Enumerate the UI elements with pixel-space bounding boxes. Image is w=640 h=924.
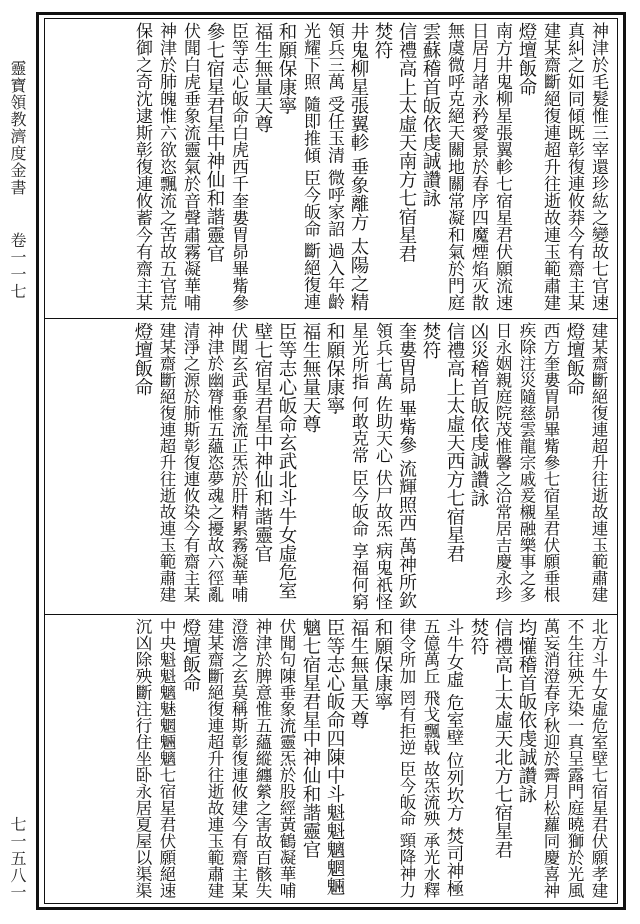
- text-column: 臣等志心皈命玄武北斗牛女虛危室: [276, 322, 297, 600]
- text-column: 福生無量天尊: [300, 322, 321, 433]
- text-column: 無虞微呼克絕天關地關常凝和氣於門庭: [444, 22, 464, 311]
- text-column: 福生無量天尊: [252, 22, 273, 133]
- text-column: 疾除注災隨慈雲龍宗戚爰櫬融樂事之多: [517, 322, 536, 603]
- text-column: 不生往殃无染一真呈露門庭曉獅於光風: [565, 618, 584, 899]
- text-column: 北方斗牛女虛危室壁七宿星君伏願孝建: [589, 618, 608, 899]
- text-column: 日永姻親庭院茂惟馨之洽常居吉慶永珍: [493, 322, 512, 603]
- text-column: 西方奎婁胃昴畢觜參七宿星君伏願垂根: [541, 322, 560, 603]
- text-column: 光耀下照 隨即推傾 臣今皈命 斷絕復連: [300, 22, 320, 311]
- text-column: 燈壇飯命: [180, 618, 201, 692]
- panel-divider-2: [44, 614, 618, 615]
- text-column: 燈壇飯命: [132, 322, 153, 396]
- text-column: 神津於幽膂惟五蘊恣夢魂之擾故六徑亂: [205, 322, 224, 603]
- text-column: 福生無量天尊: [348, 618, 369, 729]
- text-column: 臣等志心皈命白虎西千奎婁胃昴畢觜參: [228, 22, 248, 311]
- panel-divider-1: [44, 318, 618, 319]
- text-column: 信禮高上太虛天北方七宿星君: [492, 618, 513, 859]
- text-column: 雲蘇稽首皈依虔誠讚詠: [420, 22, 441, 207]
- text-column: 信禮高上太虛天南方七宿星君: [396, 22, 417, 263]
- text-column: 和願保康寧: [276, 22, 297, 115]
- text-column: 和願保康寧: [372, 618, 393, 711]
- text-column: 和願保康寧: [324, 322, 345, 415]
- text-column: 建某齋斷絕復連超升往逝故連玉範肅建: [540, 22, 560, 311]
- text-column: 萬妄消澄春序秋迎於霽月松蘿同慶喜神: [541, 618, 560, 899]
- text-column: 焚符: [468, 618, 489, 655]
- text-column: 伏聞句陳垂象流靈炁於股經黃鶴凝華哺: [277, 618, 296, 899]
- text-column: 燈壇飯命: [564, 322, 585, 396]
- text-column: 領兵七萬 佐助天心 伏尸故炁 病鬼祇怪: [372, 322, 392, 610]
- text-column: 日居月諸永矜愛景於春序四魔煙焰灭散: [468, 22, 488, 311]
- text-column: 均懽稽首皈依虔誠讚詠: [516, 618, 537, 803]
- text-column: 保御之奇沈逮斯彰復連攸蓄今有齋主某: [132, 22, 152, 311]
- text-column: 凶災稽首皈依虔誠讚詠: [468, 322, 489, 507]
- text-column: 領兵三萬 受任玉清 微呼家詔 過入年齡: [324, 22, 344, 311]
- text-column: 焚符: [372, 22, 393, 59]
- text-column: 焚符: [420, 322, 441, 359]
- text-column: 澄澹之玄莫稱斯彰復連攸建今有齋主某: [229, 618, 248, 899]
- margin-page-number: 七一五八一: [8, 816, 27, 901]
- text-column: 神津於肺魄惟六欲恣飄流之苦故五官荒: [156, 22, 176, 311]
- margin-volume: 卷一一七: [8, 232, 27, 300]
- text-column: 中央魁魁魑魅魍魎魑七宿星君伏願絕速: [157, 618, 176, 899]
- text-column: 參七宿星君星中神仙和諧靈官: [204, 22, 225, 263]
- text-column: 壁七宿星君星中神仙和諧靈官: [252, 322, 273, 563]
- text-column: 伏聞玄武垂象流正炁於肝精累霧凝華哺: [229, 322, 248, 603]
- text-column: 燈壇飯命: [516, 22, 537, 96]
- text-column: 星光所指 何敢克常 臣今皈命 享福何窮: [348, 322, 368, 610]
- text-column: 神津於毛髮惟三宰還珍紘之變故七官速: [588, 22, 608, 311]
- text-column: 奎婁胃昴 畢觜參 流輝照西 萬神所欽: [396, 322, 417, 610]
- text-panel-middle: [50, 322, 610, 610]
- text-column: 建某齋斷絕復連超升往逝故連玉範肅建: [205, 618, 224, 899]
- text-column: 真糾之如同傾既彰復連攸莽今有齋主某: [564, 22, 584, 311]
- text-column: 沉凶除殃斷注行住坐卧永居夏屋以渠渠: [133, 618, 152, 899]
- text-panel-bottom: [50, 618, 610, 902]
- text-column: 信禮高上太虛天西方七宿星君: [444, 322, 465, 563]
- text-column: 魑七宿星君星中神仙和諧靈官: [300, 618, 321, 859]
- text-column: 建某齋斷絕復連超升往逝故連玉範肅建: [589, 322, 608, 603]
- text-column: 建某齋斷絕復連超升往逝故連玉範肅建: [157, 322, 176, 603]
- text-column: 井鬼柳星張翼軫 垂象離方 太陽之精: [348, 22, 369, 312]
- text-column: 臣等志心皈命四陳中斗魁魁魑魍魎: [324, 618, 345, 896]
- text-column: 伏聞白虎垂象流靈氣於音聲肅霧凝華哺: [180, 22, 200, 311]
- text-column: 清淨之源於肺斯彰復連攸染今有齋主某: [181, 322, 200, 603]
- text-column: 五億萬丘 飛戈飄戟 故炁流殃 承光水釋: [421, 618, 440, 898]
- text-column: 斗牛女虛 危室壁 位列坎方 焚司神極: [444, 618, 464, 898]
- margin-title: 靈寶領教濟度金書: [8, 60, 27, 196]
- text-column: 律令所加 罔有拒逆 臣今皈命 頸降神力: [397, 618, 416, 898]
- text-column: 南方井鬼柳星張翼軫七宿星君伏願流速: [492, 22, 512, 311]
- text-column: 神津於脾意惟五蘊縱纏縈之害故百骸失: [253, 618, 272, 899]
- text-panel-top: [50, 22, 610, 314]
